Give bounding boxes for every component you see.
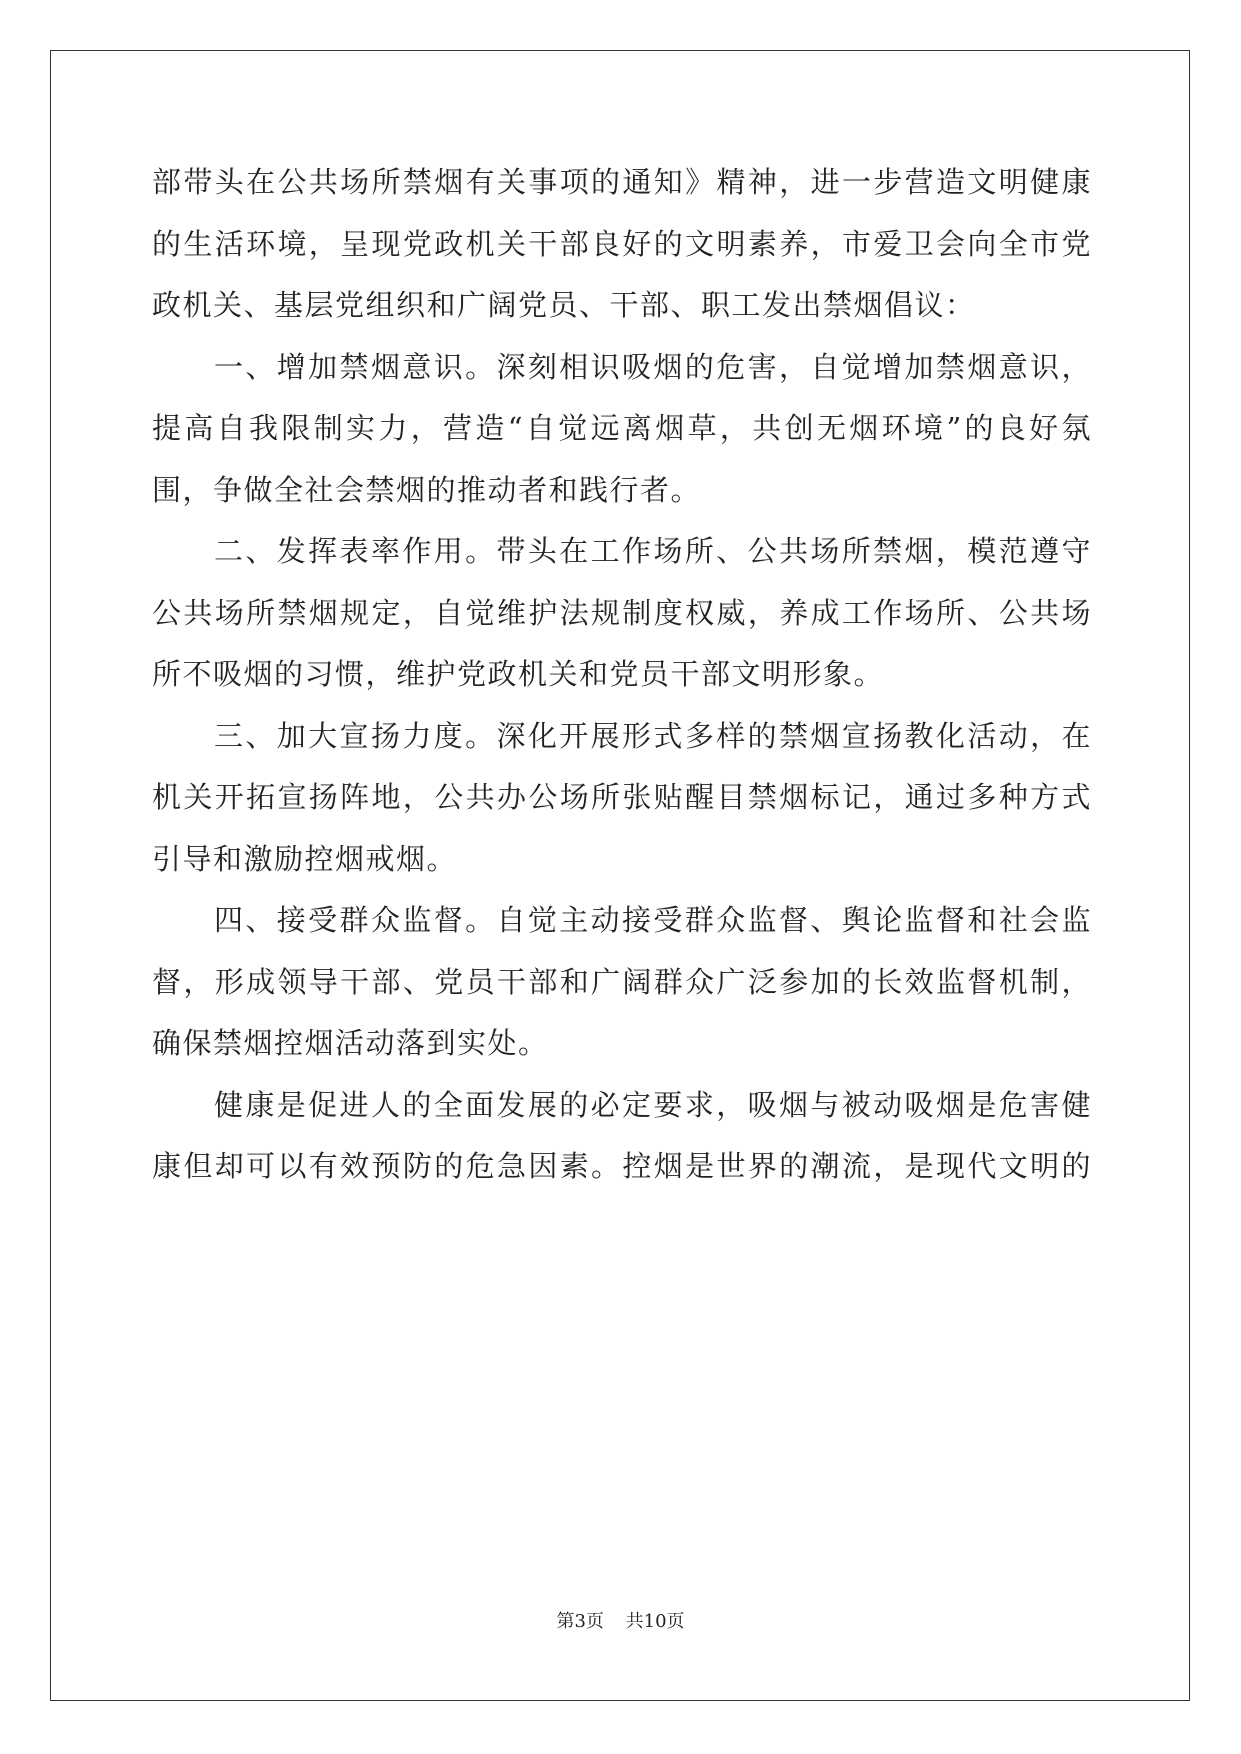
- paragraph-first-line: 二、发挥表率作用。带头在工作场所、公共场所禁烟，模范遵守: [214, 534, 1092, 568]
- page-footer: [0, 1607, 1241, 1633]
- text-line: 引导和激励控烟戒烟。: [152, 841, 458, 876]
- paragraph-first-line: 健康是促进人的全面发展的必定要求，吸烟与被动吸烟是危害健: [214, 1087, 1092, 1122]
- paragraph-first-line: 三、加大宣扬力度。深化开展形式多样的禁烟宣扬教化活动，在: [214, 718, 1092, 753]
- text-line: 确保禁烟控烟活动落到实处。: [152, 1026, 549, 1060]
- text-line: 公共场所禁烟规定，自觉维护法规制度权威，养成工作场所、公共场: [152, 595, 1092, 630]
- paragraph-first-line: 一、增加禁烟意识。深刻相识吸烟的危害，自觉增加禁烟意识，: [214, 349, 1092, 384]
- page-number: 第3页: [556, 1611, 604, 1632]
- text-line: 的生活环境，呈现党政机关干部良好的文明素养，市爱卫会向全市党: [152, 226, 1092, 261]
- document-body: [152, 164, 1092, 1210]
- text-line: 围，争做全社会禁烟的推动者和践行者。: [152, 472, 702, 507]
- text-line: 机关开拓宣扬阵地，公共办公场所张贴醒目禁烟标记，通过多种方式: [152, 780, 1092, 814]
- paragraph-first-line: 四、接受群众监督。自觉主动接受群众监督、舆论监督和社会监: [214, 903, 1092, 937]
- page-total: 共10页: [625, 1611, 685, 1632]
- text-line: 部带头在公共场所禁烟有关事项的通知》精神，进一步营造文明健康: [152, 165, 1092, 199]
- text-line: 所不吸烟的习惯，维护党政机关和党员干部文明形象。: [152, 657, 885, 691]
- text-line: 政机关、基层党组织和广阔党员、干部、职工发出禁烟倡议：: [152, 288, 976, 322]
- text-line: 督，形成领导干部、党员干部和广阔群众广泛参加的长效监督机制，: [152, 964, 1092, 999]
- text-line: 提高自我限制实力，营造“自觉远离烟草，共创无烟环境”的良好氛: [152, 411, 1092, 445]
- text-line: 康但却可以有效预防的危急因素。控烟是世界的潮流，是现代文明的: [152, 1149, 1092, 1183]
